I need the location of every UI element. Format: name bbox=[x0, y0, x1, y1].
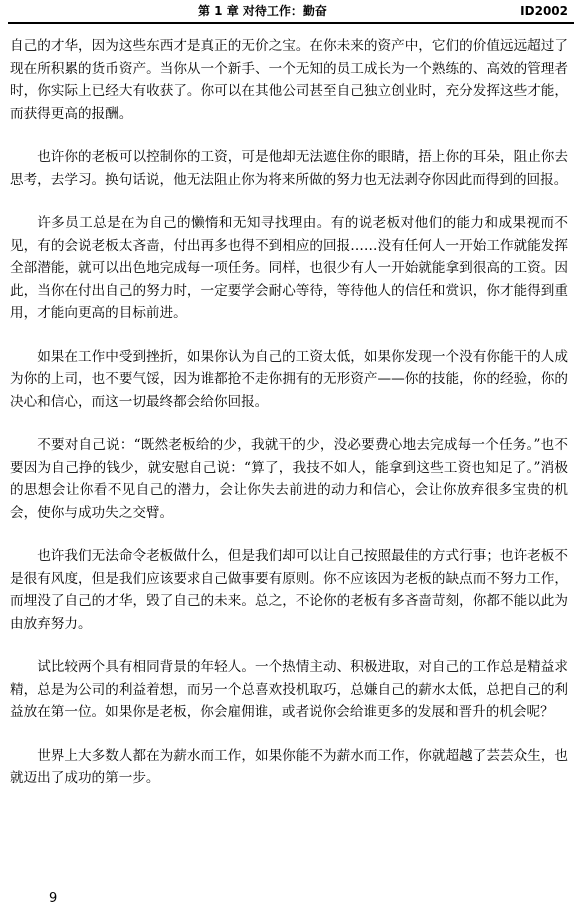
page-number: 9 bbox=[49, 891, 58, 906]
paragraph-4: 如果在工作中受到挫折，如果你认为自己的工资太低，如果你发现一个没有你能干的人成为你的上司，也不要气馁，因为谁都抢不走你拥有的无形资产——你的技能，你的经验，你的决心和信心，而这一切最终都会给你回报。 bbox=[10, 348, 568, 410]
document-id: ID2002 bbox=[520, 4, 568, 18]
paragraph-3: 许多员工总是在为自己的懒惰和无知寻找理由。有的说老板对他们的能力和成果视而不见，有的会说老板太吝啬，付出再多也得不到相应的回报……没有任何人一开始工作就能发挥全部潜能，就可以出色地完成每一项任务。同样，也很少有人一开始就能拿到很高的工资。因此，当你在付出自己的努力时，一定要学会耐心等待，等待他人的信任和赏识，你才能得到重用，才能向更高的目标前进。 bbox=[10, 215, 568, 321]
paragraph-6: 也许我们无法命令老板做什么，但是我们却可以让自己按照最佳的方式行事；也许老板不是很有风度，但是我们应该要求自己做事要有原则。你不应该因为老板的缺点而不努力工作，而埋没了自己的才华，毁了自己的未来。总之，不论你的老板有多吝啬苛刻，你都不能以此为由放弃努力。 bbox=[10, 548, 568, 632]
chapter-title: 第 1 章 对待工作：勤奋 bbox=[198, 4, 327, 18]
paragraph-7: 试比较两个具有相同背景的年轻人。一个热情主动、积极进取，对自己的工作总是精益求精，总是为公司的利益着想，而另一个总喜欢投机取巧，总嫌自己的薪水太低，总把自己的利益放在第一位。如果你是老板，你会雇佣谁，或者说你会给谁更多的发展和晋升的机会呢？ bbox=[10, 659, 568, 720]
paragraph-5: 不要对自己说：“既然老板给的少，我就干的少，没必要费心地去完成每一个任务。”也不要因为自己挣的钱少，就安慰自己说：“算了，我技不如人，能拿到这些工资也知足了。”消极的思想会让你看不见自己的潜力，会让你失去前进的动力和信心，会让你放弃很多宝贵的机会，使你与成功失之交臂。 bbox=[10, 437, 568, 521]
paragraph-1: 自己的才华，因为这些东西才是真正的无价之宝。在你未来的资产中，它们的价值远远超过了现在所积累的货币资产。当你从一个新手、一个无知的员工成长为一个熟练的、高效的管理者时，你实际上已经大有收获了。你可以在其他公司甚至自己独立创业时，充分发挥这些才能，而获得更高的报酬。 bbox=[10, 38, 568, 122]
paragraph-8: 世界上大多数人都在为薪水而工作，如果你能不为薪水而工作，你就超越了芸芸众生，也就迈出了成功的第一步。 bbox=[10, 747, 568, 786]
body-text bbox=[10, 35, 568, 811]
page-header bbox=[8, 0, 574, 24]
paragraph-2: 也许你的老板可以控制你的工资，可是他却无法遮住你的眼睛，捂上你的耳朵，阻止你去思考，去学习。换句话说，他无法阻止你为将来所做的努力也无法剥夺你因此而得到的回报。 bbox=[10, 149, 568, 188]
